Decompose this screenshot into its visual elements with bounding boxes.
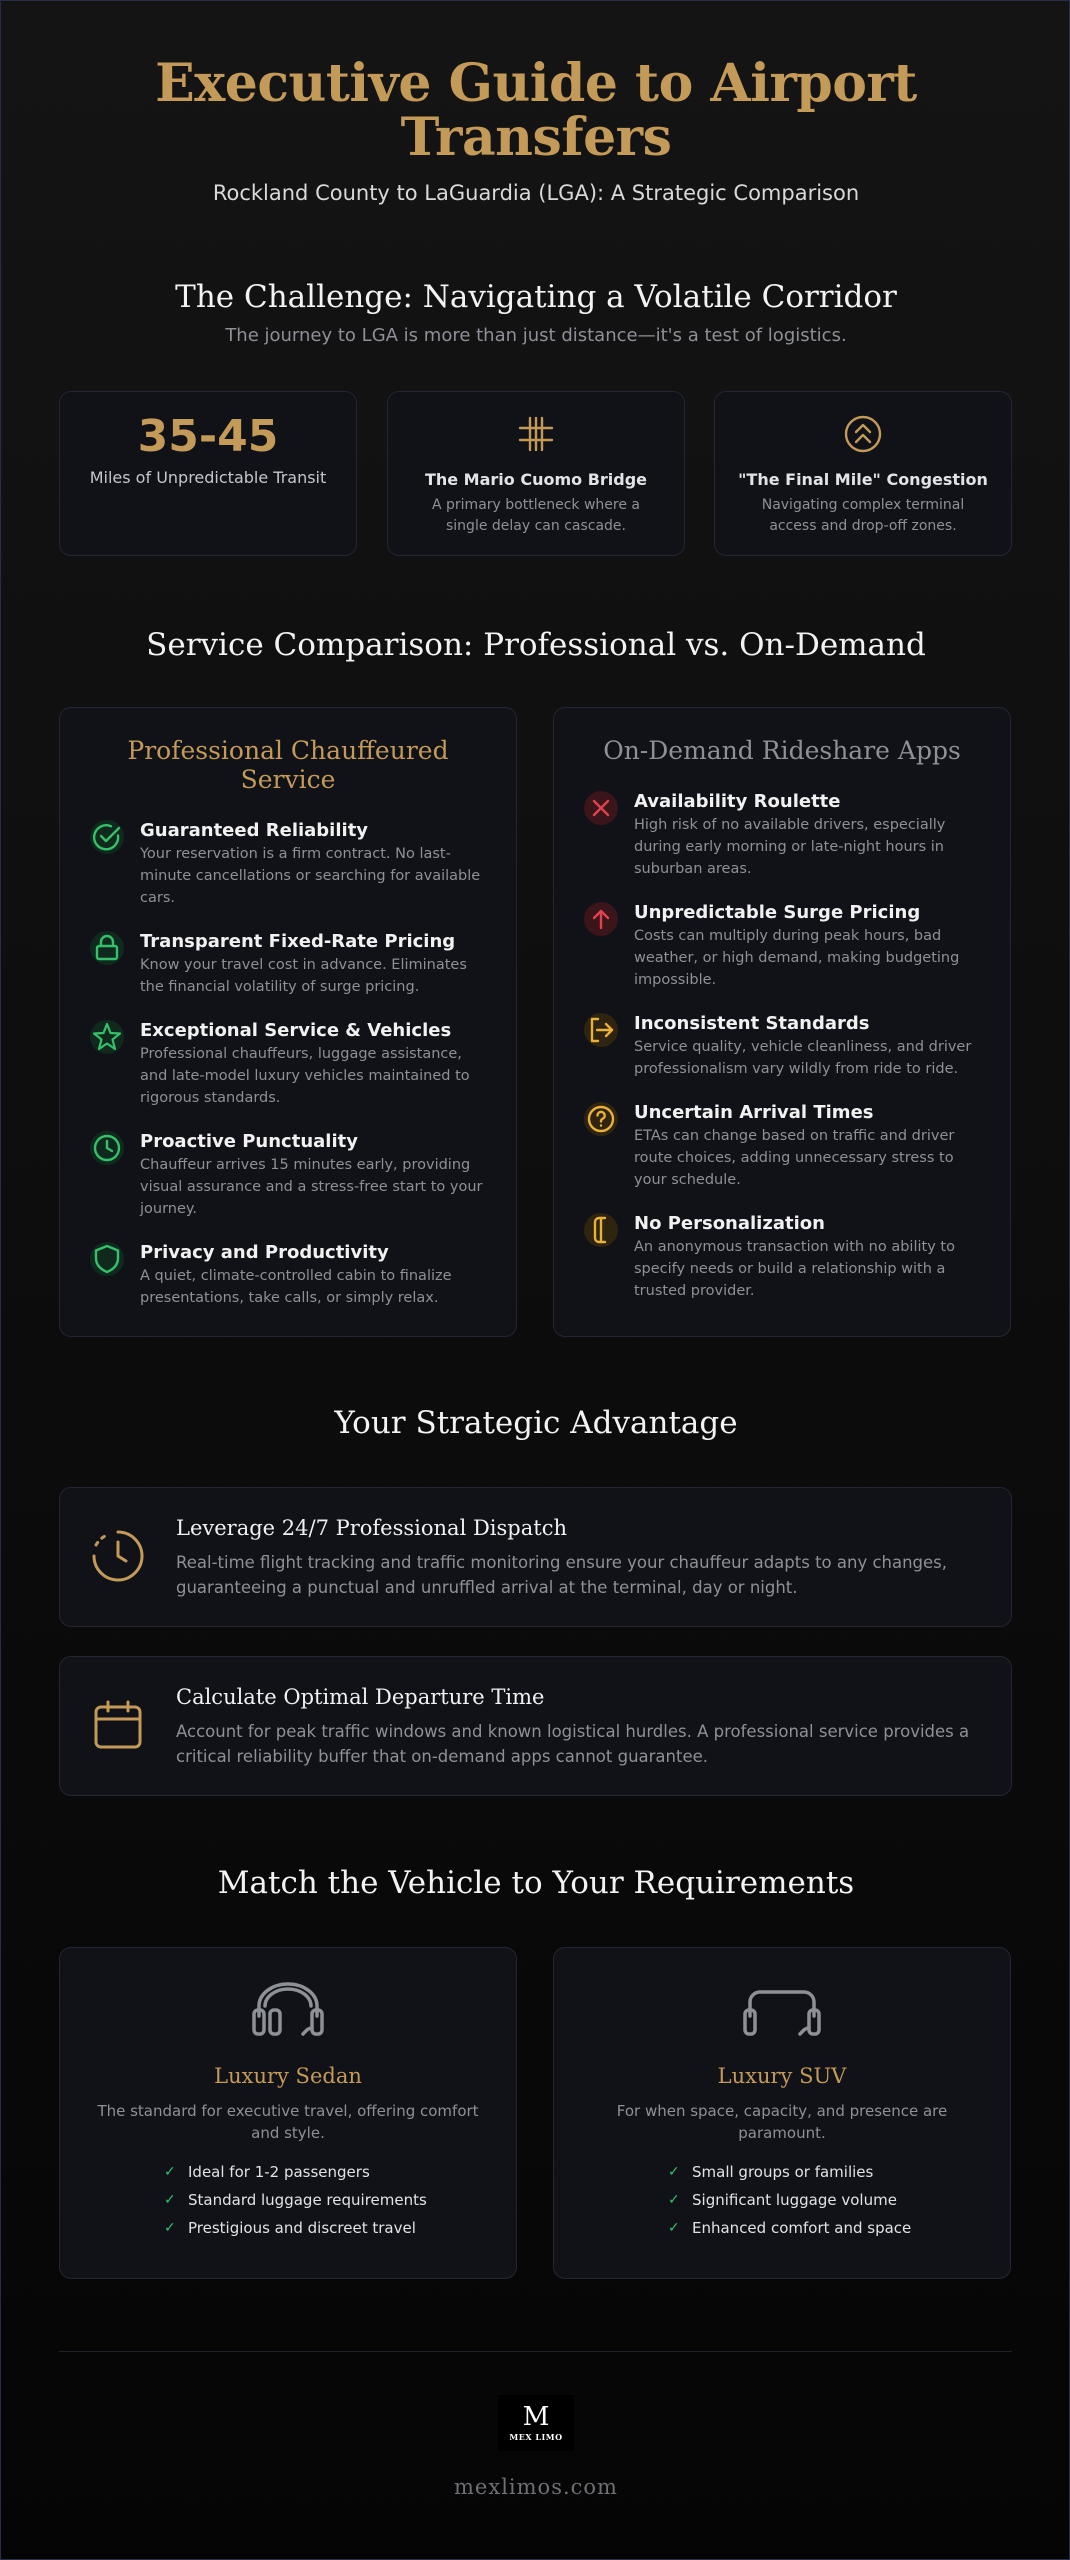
feature-title: Privacy and Productivity <box>140 1242 389 1263</box>
arrow-up-icon <box>584 902 618 936</box>
footer-divider <box>59 2351 1012 2352</box>
stat-desc: A primary bottleneck where a single delay can cascade. <box>432 497 640 534</box>
advantage-title-text: Calculate Optimal Departure Time <box>176 1685 545 1709</box>
dispatch-clock-icon <box>90 1528 146 1588</box>
feature-desc: High risk of no available drivers, especially during early morning or late-night hours in suburban areas. <box>634 817 946 877</box>
feature-title: Proactive Punctuality <box>140 1131 358 1152</box>
page-subtitle: Rockland County to LaGuardia (LGA): A Strategic Comparison <box>212 181 860 205</box>
clock-icon <box>90 1131 124 1165</box>
feature-title: Inconsistent Standards <box>634 1013 870 1034</box>
stat-value: 35-45 <box>137 411 279 462</box>
list-item <box>584 1213 980 1302</box>
calendar-icon <box>90 1697 146 1757</box>
feature-text: Standard luggage requirements <box>188 2191 427 2209</box>
feature-title: Exceptional Service & Vehicles <box>140 1020 452 1041</box>
feature-desc: Service quality, vehicle cleanliness, and driver professionalism vary wildly from ride to ride. <box>634 1039 972 1077</box>
list-item <box>164 2214 516 2242</box>
vehicle-desc: The standard for executive travel, offering comfort and style. <box>97 2102 479 2142</box>
x-icon <box>584 791 618 825</box>
check-icon: ✓ <box>164 2192 176 2208</box>
bracket-icon <box>584 1213 618 1247</box>
check-icon: ✓ <box>668 2192 680 2208</box>
stat-card-final-mile <box>714 391 1012 556</box>
check-icon: ✓ <box>668 2164 680 2180</box>
advantage-desc: Real-time flight tracking and traffic monitoring ensure your chauffeur adapts to any changes, guaranteeing a punctual and unruffled arrival at the terminal, day or night. <box>176 1553 948 1597</box>
feature-title: Transparent Fixed-Rate Pricing <box>140 931 456 952</box>
challenge-subtitle: The journey to LGA is more than just distance—it's a test of logistics. <box>225 325 847 346</box>
list-item <box>90 1131 486 1220</box>
feature-desc: Costs can multiply during peak hours, bad weather, or high demand, making budgeting impossible. <box>634 928 960 988</box>
list-item <box>90 820 486 909</box>
list-item <box>90 1020 486 1109</box>
brand-logo[interactable] <box>498 2395 574 2451</box>
advantage-title-text: Leverage 24/7 Professional Dispatch <box>176 1516 567 1540</box>
logo-text: MEX LIMO <box>509 2432 563 2442</box>
vehicles-title: Match the Vehicle to Your Requirements <box>217 1865 855 1901</box>
exit-icon <box>584 1013 618 1047</box>
feature-desc: A quiet, climate-controlled cabin to finalize presentations, take calls, or simply relax. <box>140 1268 452 1306</box>
feature-text: Small groups or families <box>692 2163 874 2181</box>
list-item <box>668 2186 1010 2214</box>
feature-desc: An anonymous transaction with no ability to specify needs or build a relationship with a trusted provider. <box>634 1239 955 1299</box>
hero <box>1 53 1070 205</box>
feature-text: Ideal for 1-2 passengers <box>188 2163 370 2181</box>
feature-text: Significant luggage volume <box>692 2191 897 2209</box>
suv-icon <box>740 1978 824 2038</box>
comparison-title: Service Comparison: Professional vs. On-Demand <box>146 627 926 663</box>
list-item <box>668 2214 1010 2242</box>
feature-desc: Professional chauffeurs, luggage assistance, and late-model luxury vehicles maintained to rigorous standards. <box>140 1046 470 1106</box>
check-icon: ✓ <box>668 2220 680 2236</box>
page-title-line-2: Transfers <box>400 107 672 168</box>
list-item <box>584 902 980 991</box>
professional-card <box>59 707 517 1337</box>
feature-desc: Chauffeur arrives 15 minutes early, providing visual assurance and a stress-free start to your journey. <box>140 1157 483 1217</box>
professional-heading: Professional Chauffeured Service <box>127 736 449 794</box>
list-item <box>164 2158 516 2186</box>
vehicle-name: Luxury SUV <box>717 2064 847 2088</box>
page-title <box>1 53 1070 168</box>
list-item <box>584 791 980 880</box>
list-item <box>584 1102 980 1191</box>
rideshare-card <box>553 707 1011 1337</box>
site-link[interactable]: mexlimos.com <box>454 2475 618 2499</box>
feature-text: Prestigious and discreet travel <box>188 2219 416 2237</box>
feature-desc: ETAs can change based on traffic and driver route choices, adding unnecessary stress to your schedule. <box>634 1128 955 1188</box>
list-item <box>164 2186 516 2214</box>
stat-card-bridge <box>387 391 685 556</box>
challenge-title: The Challenge: Navigating a Volatile Corridor <box>175 279 897 315</box>
stat-desc: Navigating complex terminal access and drop-off zones. <box>761 497 965 534</box>
list-item <box>668 2158 1010 2186</box>
vehicle-card-sedan <box>59 1947 517 2279</box>
sedan-icon <box>251 1978 325 2038</box>
list-item <box>584 1013 980 1080</box>
stat-label: Miles of Unpredictable Transit <box>89 468 327 487</box>
feature-desc: Know your travel cost in advance. Eliminates the financial volatility of surge pricing. <box>140 957 467 995</box>
vehicle-name: Luxury Sedan <box>214 2064 362 2088</box>
check-icon: ✓ <box>164 2220 176 2236</box>
feature-desc: Your reservation is a firm contract. No last-minute cancellations or searching for available cars. <box>140 846 481 906</box>
vehicle-card-suv <box>553 1947 1011 2279</box>
star-icon <box>90 1020 124 1054</box>
list-item <box>90 1242 486 1309</box>
stat-card-miles <box>59 391 357 556</box>
feature-title: Availability Roulette <box>634 791 841 812</box>
lock-icon <box>90 931 124 965</box>
page-title-line-1: Executive Guide to Airport <box>155 53 917 114</box>
chevrons-up-circle-icon <box>843 414 883 454</box>
vehicle-features <box>164 2158 516 2242</box>
check-circle-icon <box>90 820 124 854</box>
hash-grid-icon <box>516 414 556 454</box>
rideshare-heading: On-Demand Rideshare Apps <box>603 736 961 765</box>
feature-title: No Personalization <box>634 1213 825 1234</box>
question-circle-icon <box>584 1102 618 1136</box>
vehicle-desc: For when space, capacity, and presence are paramount. <box>616 2102 948 2142</box>
shield-icon <box>90 1242 124 1276</box>
stat-title: The Mario Cuomo Bridge <box>424 470 648 489</box>
advantage-title: Your Strategic Advantage <box>334 1405 738 1441</box>
vehicle-features <box>668 2158 1010 2242</box>
stat-title: "The Final Mile" Congestion <box>738 470 988 489</box>
advantage-desc: Account for peak traffic windows and known logistical hurdles. A professional service provides a critical reliability buffer that on-demand apps cannot guarantee. <box>176 1722 970 1766</box>
feature-title: Unpredictable Surge Pricing <box>634 902 921 923</box>
check-icon: ✓ <box>164 2164 176 2180</box>
feature-title: Uncertain Arrival Times <box>634 1102 874 1123</box>
list-item <box>90 931 486 998</box>
logo-mark: M <box>522 2402 550 2432</box>
feature-title: Guaranteed Reliability <box>140 820 369 841</box>
advantage-card-dispatch <box>59 1487 1012 1627</box>
advantage-card-departure <box>59 1656 1012 1796</box>
feature-text: Enhanced comfort and space <box>692 2219 912 2237</box>
